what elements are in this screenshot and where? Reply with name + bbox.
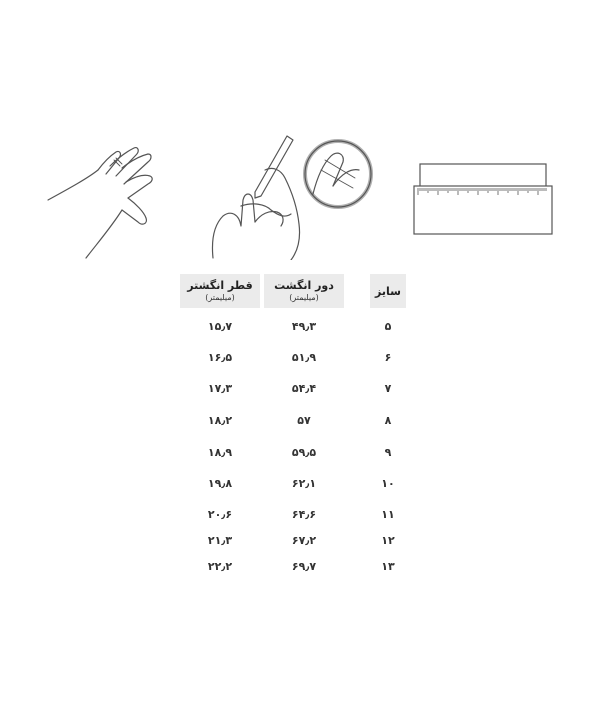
cell-diameter: ۱۷٫۳: [207, 382, 233, 395]
cell-circumference: ۶۲٫۱: [291, 477, 317, 490]
cell-diameter: ۲۲٫۲: [207, 560, 233, 573]
header-title: سایز: [375, 284, 401, 298]
hand-illustration: [40, 130, 170, 260]
pen-marking-illustration: [205, 130, 380, 260]
table-row: [180, 446, 406, 462]
cell-circumference: ۵۷: [297, 414, 311, 427]
header-unit: (میلیمتر): [289, 293, 319, 302]
table-row: [180, 382, 406, 398]
cell-size: ۱۳: [381, 560, 395, 573]
cell-diameter: ۱۵٫۷: [207, 320, 233, 333]
cell-circumference: ۵۴٫۴: [291, 382, 317, 395]
table-row: [180, 560, 406, 576]
table-row: [180, 320, 406, 336]
cell-size: ۱۲: [381, 534, 395, 547]
cell-circumference: ۵۹٫۵: [291, 446, 317, 459]
table-row: [180, 414, 406, 430]
cell-size: ۸: [384, 414, 392, 427]
cell-size: ۱۱: [381, 508, 395, 521]
cell-diameter: ۱۸٫۲: [207, 414, 233, 427]
table-row: [180, 477, 406, 493]
ruler-illustration: [410, 130, 555, 240]
header-title: دور انگشت: [274, 279, 334, 292]
cell-size: ۶: [384, 351, 392, 364]
table-row: [180, 508, 406, 524]
cell-circumference: ۶۷٫۲: [291, 534, 317, 547]
table-header: [180, 274, 406, 308]
cell-diameter: ۱۶٫۵: [207, 351, 233, 364]
cell-circumference: ۵۱٫۹: [291, 351, 317, 364]
header-title: قطر انگشتر: [187, 279, 253, 292]
ring-size-table: [180, 274, 406, 573]
table-row: [180, 351, 406, 367]
table-row: [180, 534, 406, 550]
cell-diameter: ۲۰٫۶: [207, 508, 233, 521]
cell-diameter: ۱۸٫۹: [207, 446, 233, 459]
cell-circumference: ۴۹٫۳: [291, 320, 317, 333]
header-size: [370, 274, 406, 308]
cell-size: ۵: [384, 320, 392, 333]
header-ring-diameter: [180, 274, 260, 308]
cell-size: ۹: [384, 446, 392, 459]
cell-size: ۱۰: [381, 477, 395, 490]
header-finger-circumference: [264, 274, 344, 308]
cell-circumference: ۶۴٫۶: [291, 508, 317, 521]
header-unit: (میلیمتر): [205, 293, 235, 302]
cell-size: ۷: [384, 382, 392, 395]
cell-diameter: ۱۹٫۸: [207, 477, 233, 490]
cell-diameter: ۲۱٫۳: [207, 534, 233, 547]
cell-circumference: ۶۹٫۷: [291, 560, 317, 573]
